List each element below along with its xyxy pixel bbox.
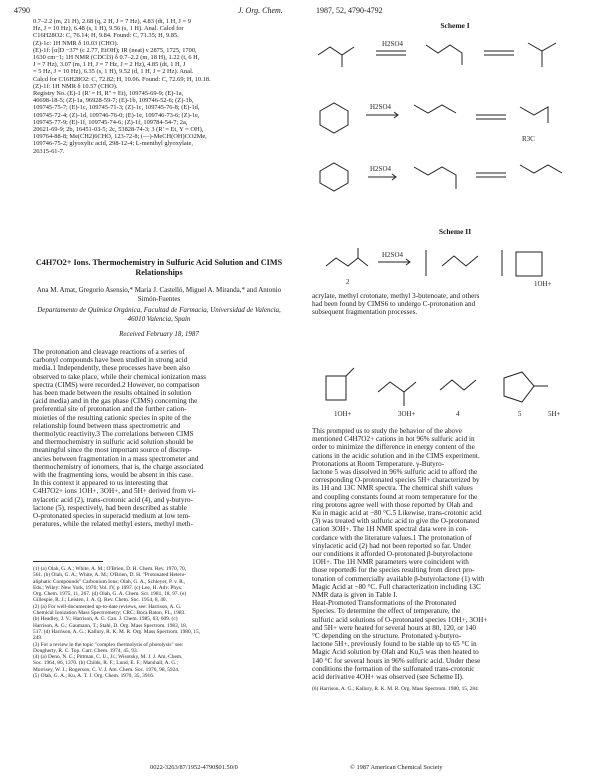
- text-line: Calcd for C16H28O2: C, 72.82; H, 10.06. Found: C, 72.69; H, 10.18.: [33, 75, 211, 83]
- footnote-line: (1) (a) Olah, G. A.; White, A. M.; O'Brien, D. H. Chem. Rev. 1970, 70,: [33, 566, 187, 572]
- text-line: (E)-1f: [α]D −37° (c 2.77, EtOH); IR (neat) ν 2875, 1725, 1700,: [33, 46, 197, 54]
- text-line: has been made between the results obtained in solution: [33, 389, 192, 398]
- footnote-rule: [33, 561, 103, 562]
- text-line: peratures, while the related methyl esters, methyl meth-: [33, 520, 193, 529]
- text-line: acid derivative 4OH+ was observed (see Scheme II).: [312, 673, 464, 682]
- scheme2-reagent: H2SO4: [382, 251, 404, 259]
- compound-5-structure: [504, 372, 548, 402]
- compound-2-structure: [378, 382, 416, 406]
- scheme1-structure-6: [520, 107, 548, 123]
- text-line: °C depending on the structure. Protonated γ-butyro-: [312, 632, 462, 641]
- text-line: cations in the acidic solution and in the CIMS experiment.: [312, 451, 480, 460]
- text-line: thermolytic reactivity.3 The correlations between CIMS: [33, 430, 194, 439]
- text-line: our conditions it afforded O-protonated β-butyrolactone: [312, 550, 473, 559]
- equilibrium-arrow-3: [476, 115, 506, 119]
- text-line: spectra (CIMS) were recorded.2 However, no comparison: [33, 380, 200, 389]
- text-line: those reported6 for the species resulting from direct pro-: [312, 566, 475, 575]
- scheme1-structure-5: [414, 105, 456, 113]
- scheme1-reagent-2: H2SO4: [370, 103, 392, 111]
- scheme-1-diagram: [306, 33, 576, 223]
- footnote-line: Gillespie, R. J.; Leisten, J. A. Q. Rev. Chem. Soc. 1954, 8, 40.: [33, 597, 167, 604]
- text-line: = 5 Hz, J = 10 Hz), 6.35 (s, 1 H), 9.52 (d, 1 H, J = 2 Hz). Anal.: [33, 68, 194, 76]
- scheme2-label-2: 2: [346, 278, 350, 286]
- article-body-left: [33, 348, 285, 556]
- text-line: acrylate, methyl crotonate, methyl 3-butenoate, and others: [312, 292, 480, 300]
- text-line: NMR data is given in Table I.: [312, 591, 398, 600]
- text-line: 0.7–2.2 (m, 21 H), 2.68 (q, 2 H, J = 7 Hz), 4.83 (dt, 1 H, J = 9: [33, 18, 191, 25]
- text-line: with the fragmenting ions, would be absent in this case.: [33, 471, 193, 480]
- text-line: and coupling constants found at room temperature for the: [312, 492, 478, 501]
- compound-label-4: 4: [456, 410, 460, 418]
- text-line: 40698-18-5; (Z)-1a, 96928-59-7; (E)-1b, 109746-52-6; (Z)-1b,: [33, 97, 194, 105]
- vinylacetic-acid-structure: [326, 248, 368, 266]
- footnote-line: Org. Chem. 1975, 11, 267. (d) Olah, G. A. Chem. Scr. 1981, 18, 97. (e): [33, 591, 187, 598]
- text-line: 1630 cm−1; 1H NMR (CDCl3) δ 0.7–2.2 (m, 18 H), 1.22 (t, 6 H,: [33, 54, 200, 62]
- text-line: cation 3OH+. The 1H NMR spectral data were in con-: [312, 525, 469, 534]
- scheme1-structure-2: [426, 45, 462, 65]
- text-line: lactone 5 was dissolved in 96% sulfuric acid to afford the: [312, 468, 478, 477]
- text-line: (3) was treated with sulfuric acid to give the O-protonated: [312, 517, 480, 526]
- scheme1-structure-3: [528, 43, 556, 67]
- received-date: Received February 18, 1987: [119, 330, 199, 338]
- footnote-line: (2) (a) For well-documented up-to-date reviews, see: Harrison, A. G.: [33, 603, 182, 610]
- footnote-line: Soc. 1964, 86, 1370. (b) Childs, R. F.; Lund, E. F.; Marshall, A. G.;: [33, 660, 178, 667]
- footnotes: [33, 566, 285, 756]
- page-number: 4790: [14, 6, 30, 15]
- footnote-line: Dougherty, R. C. Top. Curr. Chem. 1974, 45, 93.: [33, 647, 139, 654]
- text-line: nylacetic acid (2), trans-crotonic acid (4), and γ-butyro-: [33, 495, 193, 504]
- text-line: lactone (5), respectively, had been described as stable: [33, 503, 187, 512]
- text-line: J = 7 Hz), 3.07 (m, 1 H, J = 7 Hz, J = 2 Hz), 4.85 (dt, 1 H, J: [33, 61, 186, 69]
- text-line: corresponding O-protonated species 5H+ characterized by: [312, 476, 480, 485]
- text-line: its 1H and 13C NMR spectra. The chemical shift values: [312, 484, 473, 493]
- scheme1-structure-4: [320, 103, 348, 133]
- article-body-right-top: [312, 292, 570, 352]
- text-line: vinylacetic acid (2) had not been reported so far. Under: [312, 541, 471, 550]
- footnote-line: (6) Harrison, A. G.; Kallury, R. K. M. R. Org. Mass Spectrom. 1980, 15, 284.: [312, 686, 480, 693]
- text-line: Heat-Promoted Transformations of the Protonated: [312, 599, 457, 608]
- text-line: C4H7O2+ ions 1OH+, 3OH+, and 5H+ derived from vi-: [33, 487, 196, 496]
- text-line: lactone 5H+, previously found to be stable up to 65 °C in: [312, 640, 477, 649]
- text-line: 109745-72-4; (Z)-1d, 109746-76-0; (E)-1e, 109746-73-6; (Z)-1e,: [33, 111, 200, 119]
- compound-label-5H: 5H+: [548, 410, 561, 418]
- text-line: 109745-75-7; (E)-1c, 109745-71-3; (Z)-1c, 109745-76-8; (E)-1d,: [33, 104, 200, 112]
- footnote-line: (3) For a review in the topic "complex thermolysis of photolysis" see:: [33, 641, 184, 648]
- text-line: 20621-69-9; 2b, 16451-03-5; 2c, 53828-74-3; 3 (R' = Et, Y = OH),: [33, 126, 204, 134]
- text-line: 26315-61-7.: [33, 147, 65, 155]
- footnote-line: 249.: [33, 635, 43, 642]
- footer-code: 0022-3263/87/1952-4790$01.50/0: [150, 764, 238, 771]
- compound-label-3: 3OH+: [398, 410, 416, 418]
- text-line: media.1 Independently, these processes have been also: [33, 364, 191, 373]
- text-line: relationship found between mass spectrometric and: [33, 421, 181, 430]
- scheme1-structure-8: [414, 167, 456, 189]
- text-line: 109746-75-2; glyoxylic acid, 298-12-4; L-menthyl glyoxylate,: [33, 140, 193, 148]
- article-title: C4H7O2+ Ions. Thermochemistry in Sulfuric Acid Solution and CIMS Relationships: [35, 258, 283, 277]
- scheme-2-title: Scheme II: [438, 227, 472, 236]
- text-line: In this context it appeared to us interesting that: [33, 479, 168, 488]
- compound-label-1: 1OH+: [334, 410, 352, 418]
- text-line: 109745-77-9; (E)-1f, 109745-74-6; (Z)-1f, 109784-54-7; 2a,: [33, 118, 188, 126]
- text-line: observed to take place, while their chemical ionization mass: [33, 372, 207, 381]
- scheme2-label-1OH: 1OH+: [534, 280, 552, 288]
- scheme1-structure-1: [318, 47, 354, 55]
- text-line: sulfuric acid solutions of O-protonated species 1OH+, 3OH+: [312, 615, 488, 624]
- text-line: subsequent fragmentation processes.: [312, 308, 418, 317]
- scheme1-label-R3C: R3C: [522, 135, 535, 143]
- footnote-line: Morrisey, W. J.; Rogerson, C. V. J. Am. Chem. Soc. 1976, 98, 5924.: [33, 666, 180, 673]
- intermediate-structure: [442, 256, 478, 266]
- text-line: ring protons agree well with those reported by Olah and: [312, 500, 473, 509]
- compound-1-structure: [326, 368, 354, 400]
- compound-label-5: 5: [518, 410, 522, 418]
- text-line: The protonation and cleavage reactions of a series of: [33, 348, 185, 356]
- footnote-line: (b) Headley, J. V.; Harrison, A. G. Can. J. Chem. 1985, 63, 609. (c): [33, 616, 178, 623]
- scheme-1-title: Scheme I: [440, 21, 470, 30]
- scheme1-structure-9: [520, 165, 562, 173]
- footnote-line: aliphatic Compounds" Carbonium Ions; Olah, G. A., Schleyer, P. v. R.,: [33, 578, 186, 585]
- footnote-line: Eds.; Wiley: New York, 1976; Vol. IV, p 1697. (c) Lee, H. Adv. Phys.: [33, 584, 183, 591]
- article-body-right: [312, 427, 570, 757]
- text-line: (acid media) and in the gas phase (CIMS) concerning the: [33, 397, 198, 406]
- text-line: Ku in magic acid at −80 °C.5 Likewise, trans-crotonic acid: [312, 509, 482, 518]
- footnote-line: Chemical Ionization Mass Spectrometry; CRC: Boca Raton, FL, 1983.: [33, 610, 186, 617]
- footnote-line: Harrison, A. G.; Gaumann, T.; Stahl, D. Org. Mass Spectrom. 1983, 18,: [33, 622, 188, 629]
- text-line: Magic Acid at −80 °C. Full characterization including 13C: [312, 582, 481, 591]
- previous-article-experimental: [33, 18, 283, 270]
- text-line: had been found by CIMS6 to undergo C-protonation and: [312, 300, 476, 309]
- compound-structures-row: [312, 356, 570, 422]
- text-line: thermochemistry of ionomers, that is, the charge associated: [33, 462, 204, 471]
- text-line: Protonations at Room Temperature. γ-Butyro-: [312, 459, 445, 468]
- text-line: and 5H+ were heated for several hours at 80, 120, or 140: [312, 623, 476, 632]
- footnote-line: 517. (d) Harrison, A. G.; Kallury, R. K. M. R. Org. Mass Spectrom. 1980, 15,: [33, 628, 201, 635]
- text-line: 109764-88-8; Me(CH2)6CHO, 123-72-8; (—)-MeCH(OH)CO2Me,: [33, 133, 207, 141]
- text-line: moieties of the resulting cationic species in spite of the: [33, 413, 191, 422]
- scheme-2-diagram: [306, 236, 576, 290]
- article-authors: Ana M. Amat, Gregorio Asensio,* Maria J. Castelló, Miguel A. Miranda,* and Antonio Simón-Fuentes: [36, 286, 282, 303]
- text-line: Species. To determine the effect of temperature, the: [312, 607, 461, 616]
- text-line: O-protonated species in superacid medium at low tem-: [33, 512, 191, 521]
- article-affiliation: Departamento de Química Orgánica, Facultad de Farmacia, Universidad de Valencia, 46010 Valencia, Spain: [37, 306, 281, 323]
- journal-citation: 1987, 52, 4790-4792: [316, 6, 383, 15]
- equilibrium-arrow-1: [376, 51, 406, 55]
- text-line: Hz, J = 10 Hz), 6.48 (s, 1 H), 9.56 (s, 1 H). Anal. Calcd for: [33, 25, 184, 33]
- text-line: Magic Acid solution by Olah and Ku,5 was then heated to: [312, 648, 479, 657]
- text-line: C16H28O2: C, 76.14; H, 9.84. Found: C, 71.35; H, 9.85.: [33, 32, 179, 40]
- text-line: mentioned C4H7O2+ cations in hot 96% sulfuric acid in: [312, 435, 475, 444]
- footnote-line: 561. (b) Olah, G. A.; White, A. M.; O'Brien, D. H. "Protonated Hetero-: [33, 572, 187, 579]
- scheme1-structure-7: [320, 163, 348, 191]
- text-line: (Z)-1f: 1H NMR δ 10.57 (CHO).: [33, 82, 118, 90]
- text-line: Registry No. (E)-1 (R' = H, R'' = Et), 109745-69-9; (E)-1a,: [33, 90, 184, 98]
- footnote-line: (5) Olah, G. A.; Ku, A. T. J. Org. Chem. 1970, 35, 3916.: [33, 673, 155, 680]
- beta-lactone-ring: [516, 252, 542, 276]
- text-line: ancies between fragmentation in a mass spectrometer and: [33, 454, 199, 463]
- footnote-line: (4) (a) Deno, N. C.; Pittman, C. U., Jr.; Wisotsky, M. J. J. Am. Chem.: [33, 654, 183, 661]
- text-line: This prompted us to study the behavior of the above: [312, 427, 462, 435]
- text-line: carbonyl compounds have been studied in strong acid: [33, 356, 188, 365]
- text-line: order to minimize the difference in energy content of the: [312, 443, 475, 452]
- equilibrium-arrow-2: [484, 51, 514, 55]
- equilibrium-arrow-4: [476, 173, 506, 177]
- text-line: (Z)-1c: 1H NMR δ 10.03 (CHO).: [33, 39, 119, 47]
- compound-4-structure: [440, 380, 476, 390]
- text-line: 1OH+. The 1H NMR parameters were coincident with: [312, 558, 469, 567]
- bracket: [426, 250, 502, 276]
- scheme1-reagent-3: H2SO4: [370, 165, 392, 173]
- text-line: 140 °C for several hours in 96% sulfuric acid. Under these: [312, 656, 481, 665]
- scheme1-reagent-1: H2SO4: [382, 40, 404, 48]
- footer-copyright: © 1987 American Chemical Society: [350, 764, 443, 771]
- text-line: preferential site of protonation and the further cation-: [33, 405, 187, 414]
- journal-name: J. Org. Chem.: [238, 6, 283, 15]
- text-line: and thermochemistry in sulfuric acid solution should be: [33, 438, 194, 447]
- text-line: tonation of commercially available β-butyrolactone (1) with: [312, 574, 485, 583]
- text-line: conditions the formation of the sulfonated trans-crotonic: [312, 664, 475, 673]
- text-line: meaningful since the most important source of discrep-: [33, 446, 192, 455]
- text-line: cordance with the literature values.1 The protonation of: [312, 533, 472, 542]
